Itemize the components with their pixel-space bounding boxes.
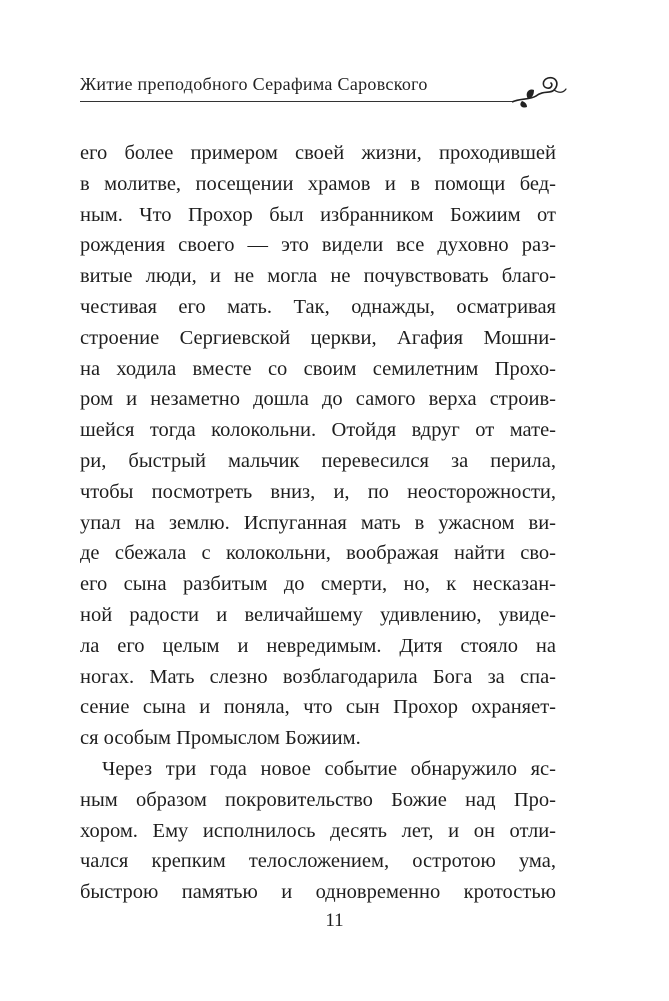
- paragraph-2: [80, 754, 556, 908]
- text-line: ром и незаметно дошла до самого верха строив-: [80, 388, 556, 411]
- header-rule: [80, 101, 512, 102]
- text-line: чался крепким телосложением, остротою ума,: [80, 850, 556, 873]
- text-line: сение сына и поняла, что сын Прохор охраняет-: [80, 696, 556, 719]
- running-head: [80, 70, 560, 110]
- text-line: ным образом покровительство Божие над Про-: [80, 788, 556, 811]
- text-line: честивая его мать. Так, однажды, осматривая: [80, 295, 556, 318]
- text-line: де сбежала с колокольни, воображая найти сво-: [80, 542, 556, 565]
- swirl-leaf-ornament-icon: [506, 74, 568, 110]
- running-title: Житие преподобного Серафима Саровского: [80, 74, 428, 94]
- text-line: хором. Ему исполнилось десять лет, и он отли-: [80, 819, 556, 842]
- text-line: витые люди, и не могла не почувствовать благо-: [80, 265, 556, 288]
- text-line: упал на землю. Испуганная мать в ужасном ви-: [80, 511, 556, 534]
- text-line: ся особым Промыслом Божиим.: [80, 727, 361, 750]
- text-line: быстрою памятью и одновременно кротостью: [80, 881, 556, 904]
- text-line: ри, быстрый мальчик перевесился за перила,: [80, 449, 556, 472]
- text-line: на ходила вместе со своим семилетним Прохо-: [80, 357, 556, 380]
- page-number: 11: [325, 910, 344, 931]
- text-line: чтобы посмотреть вниз, и, по неосторожности,: [80, 480, 556, 503]
- text-line: Через три года новое событие обнаружило яс-: [102, 757, 556, 780]
- text-line: рождения своего — это видели все духовно раз-: [80, 234, 556, 257]
- text-line: ногах. Мать слезно возблагодарила Бога за спа-: [80, 665, 556, 688]
- text-line: в молитве, посещении храмов и в помощи бед-: [80, 172, 556, 195]
- text-line: ным. Что Прохор был избранником Божиим от: [80, 203, 556, 226]
- body-text: [80, 138, 556, 908]
- text-line: строение Сергиевской церкви, Агафия Мошни-: [80, 326, 556, 349]
- text-line: его сына разбитым до смерти, но, к несказан-: [80, 573, 556, 596]
- text-line: ла его целым и невредимым. Дитя стояло на: [80, 634, 556, 657]
- text-line: его более примером своей жизни, проходившей: [80, 142, 556, 164]
- text-line: ной радости и величайшему удивлению, увиде-: [80, 603, 556, 626]
- paragraph-1: [80, 138, 556, 754]
- text-line: шейся тогда колокольни. Отойдя вдруг от мате-: [80, 419, 556, 442]
